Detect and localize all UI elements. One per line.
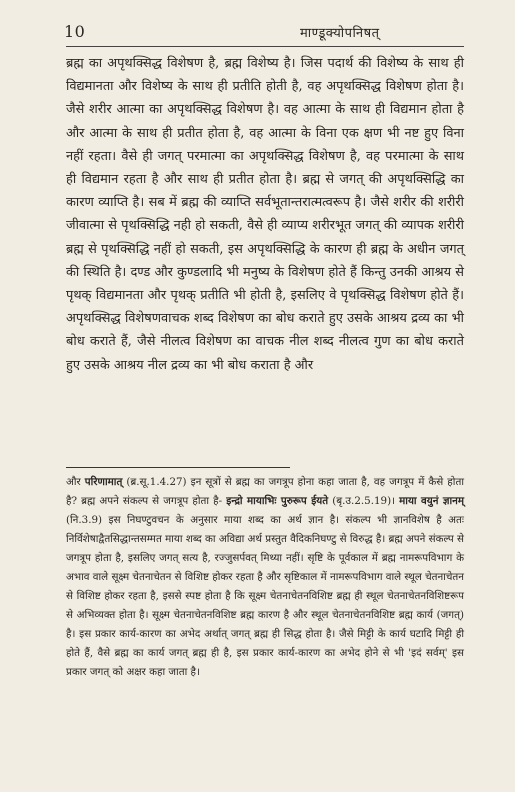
body-paragraph: ब्रह्म का अपृथक्सिद्ध विशेषण है, ब्रह्म विशेष्य है। जिस पदार्थ की विशेष्य के साथ ही विद्यमानता और विशेष्य के साथ ही प्रतीति होती है, वह अपृथक्सिद्ध विशेषण होता है। जैसे शरीर आत्मा का अपृथक्सिद्ध विशेषण है। वह आत्मा के साथ ही विद्यमान होता है और आत्मा के साथ ही प्रतीत होता है, वह आत्मा के विना एक क्षण भी नष्ट हुए विना नहीं रहता। वैसे ही जगत् परमात्मा का अपृथक्सिद्ध विशेषण है, वह परमात्मा के साथ ही विद्यमान रहता है और साथ ही प्रतीत होता है। ब्रह्म से जगत् की अपृथक्सिद्धि का कारण व्याप्ति है। सब में ब्रह्म की व्याप्ति सर्वभूतान्तरात्मत्वरूप है। जैसे शरीर की शरीरी जीवात्मा से पृथक्सिद्धि नही हो सकती, वैसे ही व्याप्य शरीरभूत जगत् की व्यापक शरीरी ब्रह्म से पृथक्सिद्धि नहीं हो सकती, इस अपृथक्सिद्धि के कारण ही ब्रह्म के अधीन जगत् की स्थिति है। दण्ड और कुण्डलादि भी मनुष्य के विशेषण होते हैं किन्तु उनकी आश्रय से पृथक् विद्यमानता और पृथक् प्रतीति भी होती है, इसलिए वे पृथक्सिद्ध विशेषण होते हैं। अपृथक्सिद्ध विशेषणवाचक शब्द विशेषण का बोध कराते हुए उसके आश्रय द्रव्य का भी बोध कराते हैं, जैसे नीलत्व विशेषण का वाचक नील शब्द नीलत्व गुण का बोध कराते हुए उसके आश्रय नील द्रव्य का भी बोध कराता है और [66, 56, 464, 373]
header-rule [66, 46, 464, 47]
footnote-divider [66, 467, 290, 468]
footnote-quote-2: माया वयुनं ज्ञानम् [399, 495, 465, 508]
footnote-quote-1: इन्द्रो मायाभिः पुरुरूप ईयते [226, 495, 329, 508]
page-number: 10 [64, 22, 86, 41]
footnote-text-3: (नि.3.9) इस निघण्टुवचन के अनुसार माया शब्द का अर्थ ज्ञान है। संकल्प भी ज्ञानविशेष है अतः निर्विशेषाद्वैतसिद्धान्तसम्मत माया शब्द का अविद्या अर्थ प्रस्तुत वैदिकनिघण्टु से विरुद्ध है। ब्रह्म अपने संकल्प से जगत्रूप होता है, इसलिए जगत् सत्य है, रज्जुसर्पवत् मिथ्या नहीं। सृष्टि के पूर्वकाल में ब्रह्म नामरूपविभाग के अभाव वाले सूक्ष्म चेतनाचेतन से विशिष्ट होकर रहता है और सृष्टिकाल में नामरूपविभाग वाले स्थूल चेतनाचेतन से विशिष्ट होकर रहता है, इससे स्पष्ट होता है कि सूक्ष्म चेतनाचेतनविशिष्ट ब्रह्म ही स्थूल चेतनाचेतनविशिष्टरूप से अभिव्यक्त होता है। सूक्ष्म चेतनाचेतनविशिष्ट ब्रह्म कारण है और स्थूल चेतनाचेतनविशिष्ट ब्रह्म कार्य (जगत्) है। इस प्रकार कार्य-कारण का अभेद अर्थात् जगत् ब्रह्म ही सिद्ध होता है। जैसे मिट्टी के कार्य घटादि मिट्टी ही होते हैं, वैसे ब्रह्म का कार्य जगत् ब्रह्म ही है, इस प्रकार कार्य-कारण का अभेद होने से भी 'इदं सर्वम्' इस प्रकार जगत् को अक्षर कहा जाता है। [66, 514, 465, 679]
running-title: माण्डूक्योपनिषत् [300, 26, 380, 41]
footnote-lead-prefix: और [66, 476, 85, 488]
footnote-text-1: (ब्र.सू.1.4.27) इन सूत्रों से ब्रह्म का जगत्रूप होना कहा जाता है, वह जगत्रूप में कैसे होता है? ब्रह्म अपने संकल्प से जगत्रूप होता है- [66, 476, 464, 508]
footnote-lead-term: परिणामात् [84, 476, 123, 488]
footnote [66, 473, 464, 683]
footnote-text-2: (बृ.उ.2.5.19)। [328, 495, 400, 508]
